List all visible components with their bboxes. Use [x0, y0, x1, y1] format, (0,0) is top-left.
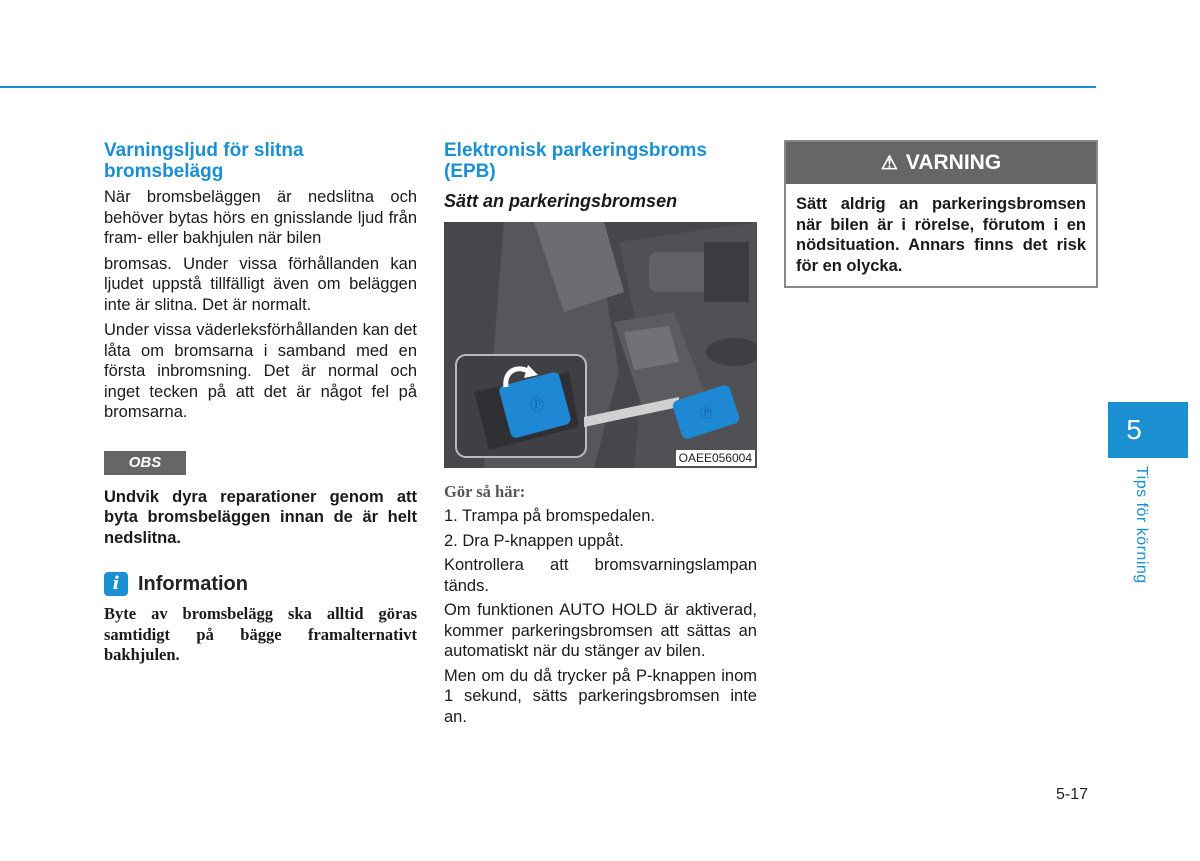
step-1: 1. Trampa på bromspedalen.: [444, 507, 655, 525]
information-header: [104, 572, 417, 596]
how-to-label: Gör så här:: [444, 482, 526, 501]
paragraph: bromsas. Under vissa förhållanden kan ljudet uppstå tillfälligt även om beläggen inte är slitna. Det är normalt.: [104, 254, 417, 314]
info-icon: i: [104, 572, 128, 596]
paragraph: Under vissa väderleksförhållanden kan det låta om bromsarna i samband med en första inbromsning. Det är normal och inget tecken på att det är något fel på bromsarna.: [104, 321, 417, 421]
console-drawing: [444, 222, 757, 468]
step-2: 2. Dra P-knappen uppåt.: [444, 531, 624, 550]
chapter-title: Tips för körning: [1133, 466, 1150, 584]
obs-note: Undvik dyra reparationer genom att byta bromsbeläggen innan de är helt nedslitna.: [104, 487, 417, 547]
column-2: [444, 140, 757, 727]
section-heading-epb: Elektronisk parkeringsbroms (EPB): [444, 140, 707, 182]
svg-text:Ⓟ: Ⓟ: [530, 397, 544, 413]
column-1: [104, 140, 417, 666]
chapter-number: 5: [1126, 414, 1142, 445]
obs-badge: OBS: [104, 451, 186, 475]
paragraph: Kontrollera att bromsvarningslampan tänds.: [444, 556, 757, 595]
page-number: 5-17: [1056, 786, 1089, 803]
information-text: Byte av bromsbelägg ska alltid göras samtidigt på bägge framalternativt bakhjulen.: [104, 604, 417, 664]
warning-text: Sätt aldrig an parkeringsbromsen när bilen är i rörelse, förutom i en nödsituation. Annars finns det risk för en olycka.: [796, 195, 1086, 275]
figure-label: OAEE056004: [676, 450, 755, 466]
warning-box: [784, 140, 1098, 288]
warning-title: VARNING: [905, 151, 1002, 174]
warning-header: [786, 142, 1096, 184]
column-3: [784, 140, 1096, 288]
epb-illustration: [444, 222, 757, 468]
paragraph: När bromsbeläggen är nedslitna och behöver bytas hörs en gnisslande ljud från fram- eller bakhjulen när bilen: [104, 188, 417, 247]
warning-triangle-icon: ⚠: [880, 152, 898, 174]
paragraph: Men om du då trycker på P-knappen inom 1 sekund, sätts parkeringsbromsen inte an.: [444, 666, 757, 726]
header-rule: [0, 86, 1096, 88]
paragraph: Om funktionen AUTO HOLD är aktiverad, kommer parkeringsbromsen att sättas an automatiskt när du stänger av bilen.: [444, 601, 757, 660]
svg-text:Ⓟ: Ⓟ: [700, 406, 713, 420]
chapter-tab: [1108, 402, 1188, 458]
section-heading-brake-wear: Varningsljud för slitna bromsbelägg: [104, 140, 304, 182]
information-title: Information: [138, 572, 248, 595]
steps: [444, 506, 757, 727]
subheading: Sätt an parkeringsbromsen: [444, 191, 678, 211]
